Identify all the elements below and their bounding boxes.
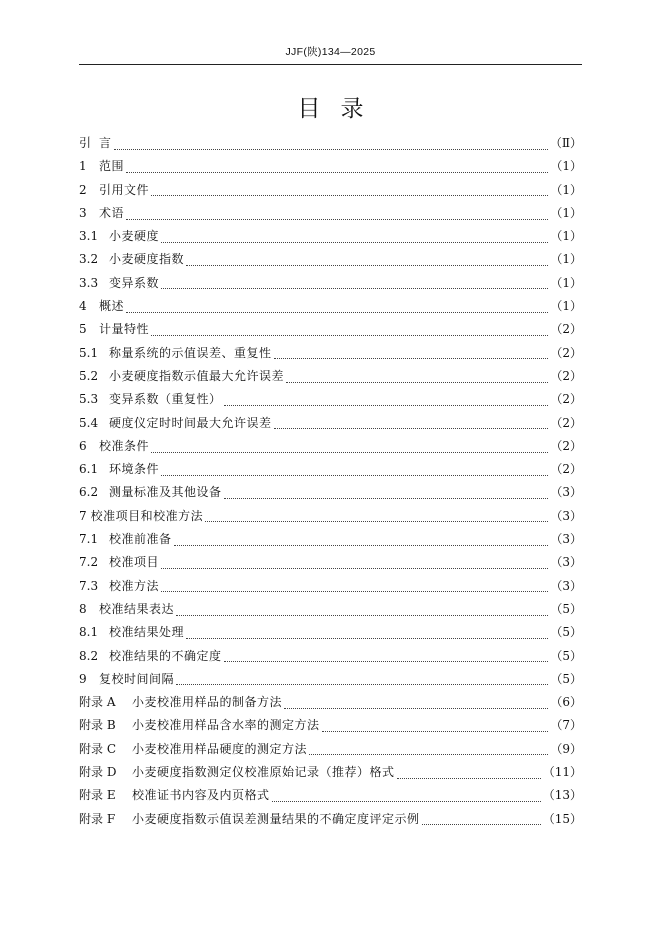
toc-entry-page: （5） — [550, 601, 582, 616]
toc-entry-page: （1） — [550, 159, 582, 174]
header-rule — [79, 64, 582, 65]
toc-dot-leader — [161, 567, 548, 569]
toc-entry-page: （2） — [550, 415, 582, 430]
toc-entry-title: 硬度仪定时时间最大允许误差 — [109, 415, 272, 430]
toc-dot-leader — [186, 264, 548, 266]
toc-entry-title: 测量标准及其他设备 — [109, 485, 222, 500]
toc-entry[interactable] — [79, 623, 582, 646]
toc-entry-number: 5.4 — [79, 415, 99, 430]
toc-entry[interactable] — [79, 670, 582, 693]
toc-entry-page: （3） — [550, 532, 582, 547]
toc-entry-page: （2） — [550, 462, 582, 477]
toc-dot-leader — [126, 171, 548, 173]
toc-entry-page: （9） — [550, 741, 582, 756]
toc-dot-leader — [114, 148, 548, 150]
toc-entry-page: （1） — [550, 299, 582, 314]
toc-entry-number: 3.2 — [79, 252, 99, 267]
toc-entry[interactable] — [79, 786, 582, 809]
toc-entry[interactable] — [79, 227, 582, 250]
toc-entry-title: 校准项目 — [109, 555, 160, 570]
toc-entry-title: 变异系数 — [109, 275, 160, 290]
toc-entry-number: 3.3 — [79, 275, 99, 290]
toc-entry-title: 范围 — [99, 159, 125, 174]
toc-entry-title: 校准证书内容及内页格式 — [132, 788, 270, 803]
toc-entry-title: 校准结果的不确定度 — [109, 648, 222, 663]
toc-dot-leader — [309, 753, 548, 755]
table-of-contents — [79, 134, 582, 833]
toc-entry-title: 小麦硬度指数 — [109, 252, 185, 267]
toc-dot-leader — [151, 194, 548, 196]
toc-entry-number: 附录 E — [79, 788, 116, 803]
toc-entry-title: 校准条件 — [99, 438, 150, 453]
toc-entry-number: 4 — [79, 299, 87, 314]
toc-entry-number: 5.3 — [79, 392, 99, 407]
toc-entry[interactable] — [79, 134, 582, 157]
toc-entry-number: 8.2 — [79, 648, 99, 663]
toc-entry[interactable] — [79, 250, 582, 273]
toc-dot-leader — [161, 287, 548, 289]
toc-entry-title: 计量特性 — [99, 322, 150, 337]
toc-entry-title: 小麦硬度 — [109, 229, 160, 244]
document-code-header: JJF(陕)134—2025 — [285, 46, 376, 58]
toc-entry-page: （5） — [550, 625, 582, 640]
toc-entry-number: 附录 C — [79, 741, 116, 756]
toc-dot-leader — [126, 311, 548, 313]
toc-entry[interactable] — [79, 810, 582, 833]
toc-entry[interactable] — [79, 740, 582, 763]
toc-entry-page: （3） — [550, 485, 582, 500]
toc-entry-page: （2） — [550, 438, 582, 453]
toc-entry-title: 环境条件 — [109, 462, 160, 477]
toc-entry-page: （13） — [542, 788, 582, 803]
toc-entry[interactable] — [79, 647, 582, 670]
toc-entry-number: 3.1 — [79, 229, 99, 244]
toc-dot-leader — [272, 800, 541, 802]
toc-entry-title: 言 — [99, 136, 112, 150]
toc-entry[interactable] — [79, 460, 582, 483]
toc-entry-title: 称量系统的示值误差、重复性 — [109, 345, 272, 360]
toc-entry-page: （2） — [550, 322, 582, 337]
toc-entry-title: 校准项目和校准方法 — [90, 508, 204, 523]
toc-entry-number: 1 — [79, 159, 87, 174]
toc-entry[interactable] — [79, 483, 582, 506]
toc-entry-page: （5） — [550, 648, 582, 663]
toc-entry-number: 附录 A — [79, 695, 116, 710]
toc-entry-page: （1） — [550, 229, 582, 244]
toc-dot-leader — [274, 427, 549, 429]
toc-entry-number: 附录 F — [79, 811, 116, 826]
toc-entry-title: 引用文件 — [99, 182, 150, 197]
toc-entry-number: 5.1 — [79, 345, 99, 360]
toc-entry[interactable] — [79, 320, 582, 343]
toc-entry-page: （11） — [542, 765, 582, 780]
toc-entry-page: （3） — [550, 508, 582, 523]
toc-entry-number: 3 — [79, 205, 87, 220]
toc-dot-leader — [224, 404, 549, 406]
toc-entry[interactable] — [79, 181, 582, 204]
page-title: 目录 — [297, 96, 384, 122]
toc-entry[interactable] — [79, 390, 582, 413]
toc-entry-title: 小麦校准用样品含水率的测定方法 — [132, 718, 320, 733]
toc-dot-leader — [161, 241, 548, 243]
toc-entry[interactable] — [79, 157, 582, 180]
toc-entry-title: 小麦硬度指数测定仪校准原始记录（推荐）格式 — [132, 765, 395, 780]
toc-entry-page: （1） — [550, 205, 582, 220]
toc-entry-title: 术语 — [99, 205, 125, 220]
toc-entry-page: （3） — [550, 578, 582, 593]
toc-dot-leader — [422, 823, 541, 825]
toc-entry-title: 校准结果处理 — [109, 625, 185, 640]
toc-dot-leader — [397, 777, 541, 779]
toc-entry[interactable] — [79, 367, 582, 390]
toc-dot-leader — [151, 451, 548, 453]
toc-entry[interactable] — [79, 297, 582, 320]
toc-entry-title: 变异系数（重复性） — [109, 392, 222, 407]
toc-entry-number: 6.1 — [79, 462, 99, 477]
toc-entry-number: 5.2 — [79, 368, 99, 383]
toc-entry-number: 7.3 — [79, 578, 99, 593]
toc-entry-number: 附录 B — [79, 718, 116, 733]
toc-dot-leader — [151, 334, 548, 336]
toc-dot-leader — [176, 683, 548, 685]
toc-dot-leader — [224, 497, 549, 499]
toc-entry-number: 7.1 — [79, 532, 99, 547]
toc-dot-leader — [274, 357, 549, 359]
toc-entry[interactable] — [79, 716, 582, 739]
toc-dot-leader — [174, 544, 549, 546]
toc-entry-title: 校准前准备 — [109, 532, 172, 547]
toc-entry-number: 8 — [79, 601, 87, 616]
toc-entry[interactable] — [79, 437, 582, 460]
toc-entry-page: （5） — [550, 671, 582, 686]
toc-entry-page: （1） — [550, 275, 582, 290]
toc-dot-leader — [224, 660, 549, 662]
toc-entry-title: 概述 — [99, 299, 125, 314]
toc-entry-number: 6 — [79, 438, 87, 453]
toc-entry-title: 校准方法 — [109, 578, 160, 593]
toc-entry-title: 小麦硬度指数示值最大允许误差 — [109, 368, 285, 383]
toc-entry-page: （1） — [550, 252, 582, 267]
toc-entry-page: （2） — [550, 392, 582, 407]
toc-entry-page: （2） — [550, 368, 582, 383]
toc-dot-leader — [322, 730, 549, 732]
toc-entry-number: 5 — [79, 322, 87, 337]
toc-entry-title: 小麦硬度指数示值误差测量结果的不确定度评定示例 — [132, 811, 420, 826]
toc-entry-title: 小麦校准用样品硬度的测定方法 — [132, 741, 308, 756]
toc-entry-number: 6.2 — [79, 485, 99, 500]
toc-entry[interactable] — [79, 344, 582, 367]
toc-entry-page: （3） — [550, 555, 582, 570]
toc-entry-page: （6） — [550, 695, 582, 710]
toc-entry-number: 7 — [79, 508, 87, 523]
toc-entry-title: 小麦校准用样品的制备方法 — [132, 695, 283, 710]
toc-entry[interactable] — [79, 507, 582, 530]
toc-entry-number: 2 — [79, 182, 87, 197]
toc-entry[interactable] — [79, 530, 582, 553]
toc-entry-title: 校准结果表达 — [99, 601, 175, 616]
toc-entry-number: 9 — [79, 671, 87, 686]
toc-dot-leader — [176, 614, 548, 616]
toc-dot-leader — [126, 218, 548, 220]
toc-dot-leader — [284, 707, 548, 709]
toc-entry-title: 复校时间间隔 — [99, 671, 175, 686]
toc-entry[interactable] — [79, 274, 582, 297]
toc-entry[interactable] — [79, 600, 582, 623]
toc-entry-page: （2） — [550, 345, 582, 360]
toc-dot-leader — [161, 590, 548, 592]
toc-entry-page: （1） — [550, 182, 582, 197]
toc-entry-page: （Ⅱ） — [549, 136, 582, 150]
toc-entry[interactable] — [79, 577, 582, 600]
toc-entry-number: 7.2 — [79, 555, 99, 570]
toc-entry-number: 引 — [79, 136, 92, 150]
toc-entry[interactable] — [79, 763, 582, 786]
toc-dot-leader — [186, 637, 548, 639]
toc-entry[interactable] — [79, 414, 582, 437]
toc-entry[interactable] — [79, 204, 582, 227]
toc-entry-number: 附录 D — [79, 765, 117, 780]
toc-entry-page: （15） — [542, 811, 582, 826]
toc-entry[interactable] — [79, 693, 582, 716]
toc-dot-leader — [161, 474, 548, 476]
toc-entry-number: 8.1 — [79, 625, 99, 640]
toc-dot-leader — [205, 520, 548, 522]
toc-entry-page: （7） — [550, 718, 582, 733]
toc-dot-leader — [286, 381, 548, 383]
toc-entry[interactable] — [79, 553, 582, 576]
